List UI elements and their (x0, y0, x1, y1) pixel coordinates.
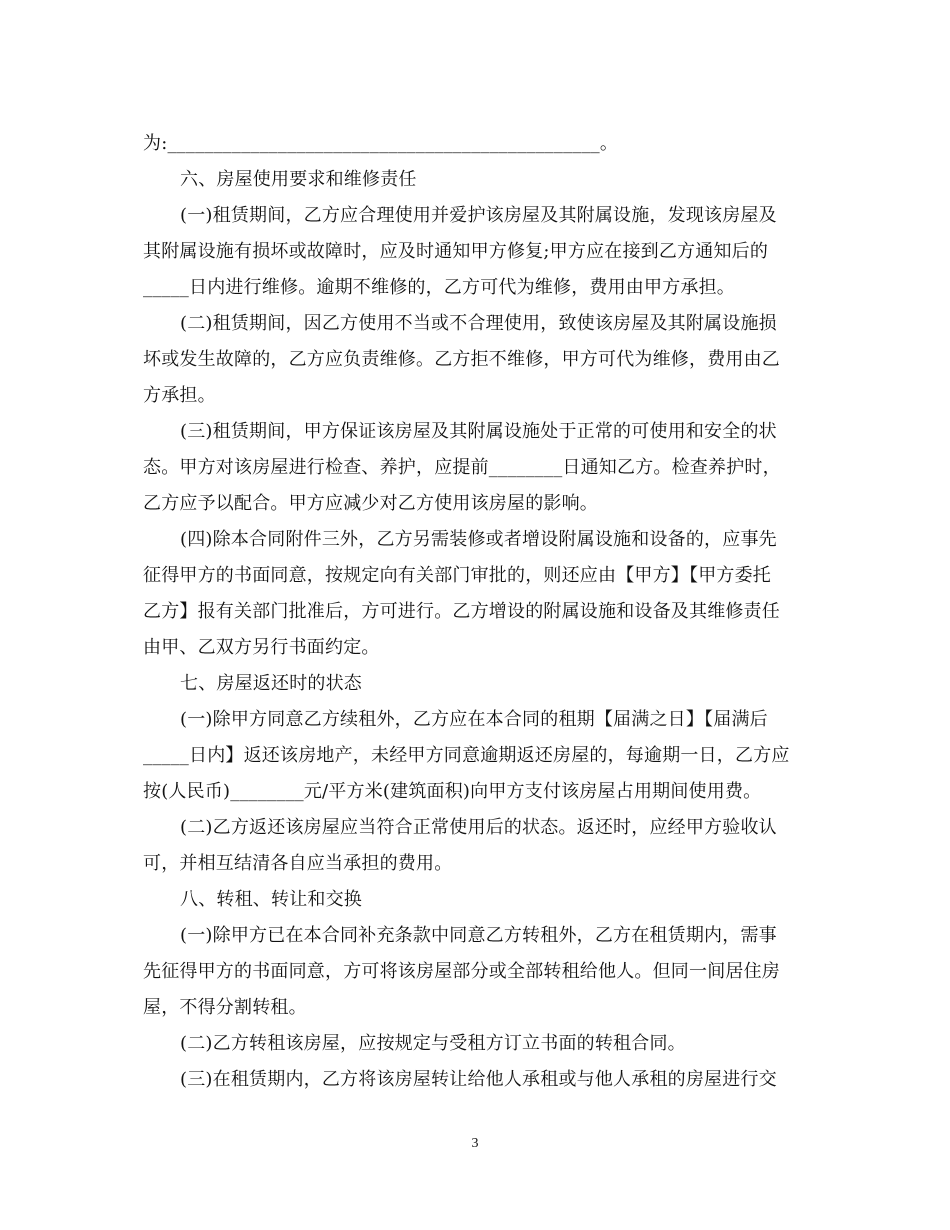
text-line: 乙方应予以配合。甲方应减少对乙方使用该房屋的影响。 (143, 493, 598, 514)
text-line: 屋，不得分割转租。 (143, 997, 307, 1018)
page-number: 3 (471, 1136, 479, 1151)
text-line: 七、房屋返还时的状态 (180, 673, 362, 694)
text-line: 态。甲方对该房屋进行检查、养护，应提前________日通知乙方。检查养护时， (143, 457, 781, 478)
text-line: (二)乙方转租该房屋，应按规定与受租方订立书面的转租合同。 (180, 1033, 686, 1054)
text-line: (四)除本合同附件三外，乙方另需装修或者增设附属设施和设备的，应事先 (180, 529, 777, 550)
document-body (143, 126, 807, 1098)
text-line: 乙方】报有关部门批准后，方可进行。乙方增设的附属设施和设备及其维修责任 (143, 601, 780, 622)
text-line: 征得甲方的书面同意，按规定向有关部门审批的，则还应由【甲方】【甲方委托 (143, 565, 771, 586)
text-line: _____日内】返还该房地产，未经甲方同意逾期返还房屋的，每逾期一日，乙方应 (143, 745, 790, 766)
text-line: (一)租赁期间，乙方应合理使用并爱护该房屋及其附属设施，发现该房屋及 (180, 205, 777, 226)
text-line: 六、房屋使用要求和维修责任 (180, 169, 417, 190)
text-line: _____日内进行维修。逾期不维修的，乙方可代为维修，费用由甲方承担。 (143, 277, 735, 298)
text-line: 坏或发生故障的，乙方应负责维修。乙方拒不维修，甲方可代为维修，费用由乙 (143, 349, 780, 370)
text-line: 按(人民币)________元/平方米(建筑面积)向甲方支付该房屋占用期间使用费。 (143, 781, 762, 802)
text-line: 其附属设施有损坏或故障时，应及时通知甲方修复;甲方应在接到乙方通知后的 (143, 241, 769, 262)
text-line: (三)租赁期间，甲方保证该房屋及其附属设施处于正常的可使用和安全的状 (180, 421, 777, 442)
text-line: (一)除甲方同意乙方续租外，乙方应在本合同的租期【届满之日】【届满后 (180, 709, 768, 730)
text-line: (二)租赁期间，因乙方使用不当或不合理使用，致使该房屋及其附属设施损 (180, 313, 777, 334)
text-line: (三)在租赁期内，乙方将该房屋转让给他人承租或与他人承租的房屋进行交 (180, 1069, 777, 1090)
text-line: 可，并相互结清各自应当承担的费用。 (143, 853, 453, 874)
text-line: 方承担。 (143, 385, 216, 406)
text-line: 先征得甲方的书面同意，方可将该房屋部分或全部转租给他人。但同一间居住房 (143, 961, 780, 982)
text-line: (二)乙方返还该房屋应当符合正常使用后的状态。返还时，应经甲方验收认 (180, 817, 777, 838)
text-line: 由甲、乙双方另行书面约定。 (143, 637, 380, 658)
text-line: 为:_______________________________________________。 (143, 133, 619, 154)
text-line: 八、转租、转让和交换 (180, 889, 362, 910)
text-line: (一)除甲方已在本合同补充条款中同意乙方转租外，乙方在租赁期内，需事 (180, 925, 777, 946)
